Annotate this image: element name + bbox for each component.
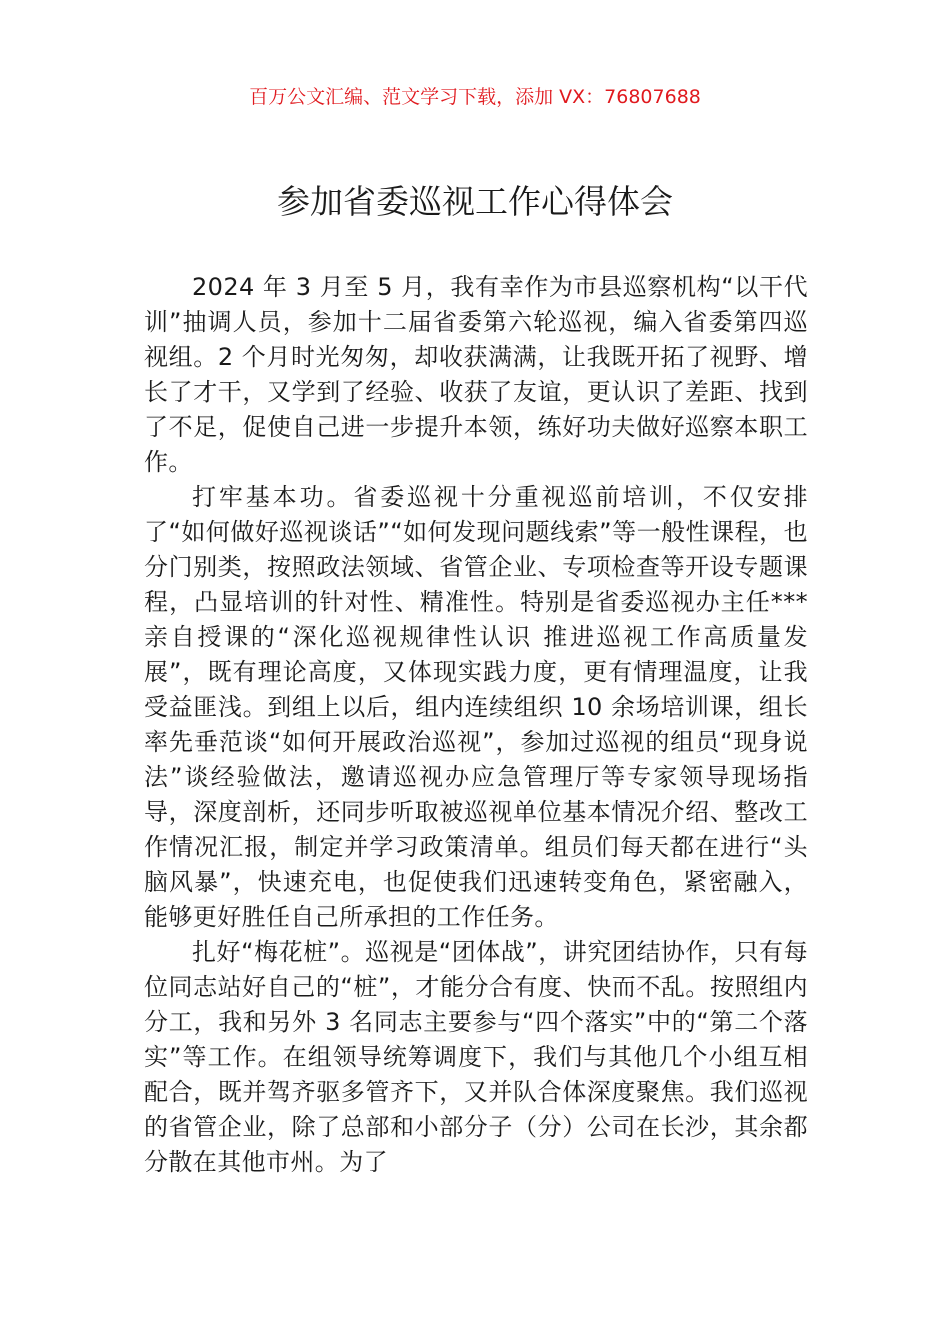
- header-watermark-note: 百万公文汇编、范文学习下载，添加 VX：76807688: [249, 86, 701, 108]
- document-body: [144, 270, 808, 1180]
- paragraph-intro: 2024 年 3 月至 5 月，我有幸作为市县巡察机构“以干代训”抽调人员，参加十二届省委第六轮巡视，编入省委第四巡视组。2 个月时光匆匆，却收获满满，让我既开拓了视野、增长了才干，又学到了经验、收获了友谊，更认识了差距、找到了不足，促使自己进一步提升本领，练好功夫做好巡察本职工作。: [144, 273, 808, 476]
- paragraph-basic-skills: 打牢基本功。省委巡视十分重视巡前培训，不仅安排了“如何做好巡视谈话”“如何发现问题线索”等一般性课程，也分门别类，按照政法领域、省管企业、专项检查等开设专题课程，凸显培训的针对性、精准性。特别是省委巡视办主任***亲自授课的“深化巡视规律性认识 推进巡视工作高质量发展”，既有理论高度，又体现实践力度，更有情理温度，让我受益匪浅。到组上以后，组内连续组织 10 余场培训课，组长率先垂范谈“如何开展政治巡视”，参加过巡视的组员“现身说法”谈经验做法，邀请巡视办应急管理厅等专家领导现场指导，深度剖析，还同步听取被巡视单位基本情况介绍、整改工作情况汇报，制定并学习政策清单。组员们每天都在进行“头脑风暴”，快速充电，也促使我们迅速转变角色，紧密融入，能够更好胜任自己所承担的工作任务。: [144, 483, 808, 931]
- paragraph-teamwork: 扎好“梅花桩”。巡视是“团体战”，讲究团结协作，只有每位同志站好自己的“桩”，才能分合有度、快而不乱。按照组内分工，我和另外 3 名同志主要参与“四个落实”中的“第二个落实”等工作。在组领导统筹调度下，我们与其他几个小组互相配合，既并驾齐驱多管齐下，又并队合体深度聚焦。我们巡视的省管企业，除了总部和小部分子（分）公司在长沙，其余都分散在其他市州。为了: [144, 938, 808, 1176]
- document-title: 参加省委巡视工作心得体会: [277, 182, 673, 221]
